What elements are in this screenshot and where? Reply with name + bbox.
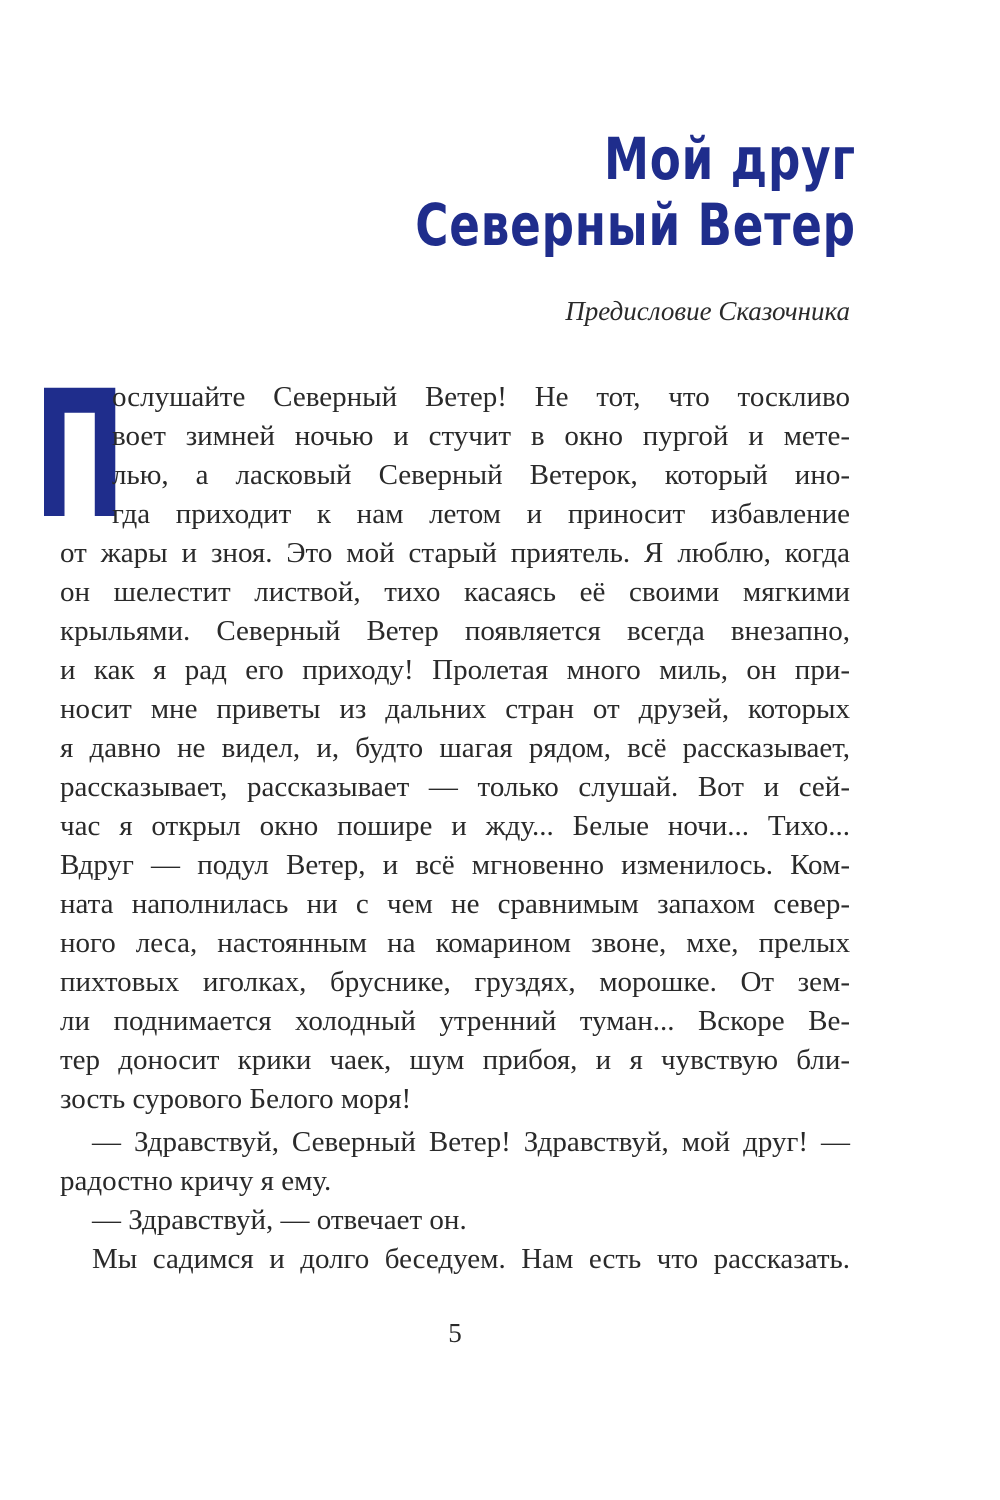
body-line: носит мне приветы из дальних стран от друзей, которых	[60, 693, 850, 725]
drop-cap-letter: П	[34, 353, 126, 558]
body-line: и как я рад его приходу! Пролетая много миль, он при-	[60, 654, 850, 686]
body-line: зость сурового Белого моря!	[60, 1083, 412, 1115]
body-line: крыльями. Северный Ветер появляется всегда внезапно,	[60, 615, 850, 647]
body-line: он шелестит листвой, тихо касаясь её своими мягкими	[60, 576, 850, 608]
body-line: я давно не видел, и, будто шагая рядом, всё рассказывает,	[60, 732, 850, 764]
body-line: пихтовых иголках, бруснике, груздях, морошке. От зем-	[60, 966, 850, 998]
body-line: воет зимней ночью и стучит в окно пургой и мете-	[112, 420, 850, 452]
chapter-title-line-2: Северный Ветер	[415, 191, 856, 259]
chapter-subtitle: Предисловие Сказочника	[565, 296, 850, 326]
closing-line: Мы садимся и долго беседуем. Нам есть что рассказать.	[92, 1243, 850, 1275]
body-line: от жары и зноя. Это мой старый приятель. Я люблю, когда	[60, 537, 850, 569]
body-line: час я открыл окно пошире и жду... Белые ночи... Тихо...	[60, 810, 850, 842]
body-line: ного леса, настоянным на комарином звоне, мхе, прелых	[60, 927, 850, 959]
body-line: гда приходит к нам летом и приносит избавление	[112, 498, 850, 530]
drop-cap	[34, 353, 126, 558]
body-line: Вдруг — подул Ветер, и всё мгновенно изменилось. Ком-	[60, 849, 850, 881]
body-line: тер доносит крики чаек, шум прибоя, и я чувствую бли-	[60, 1044, 850, 1076]
body-line: лью, а ласковый Северный Ветерок, который ино-	[112, 459, 850, 491]
body-line: ли поднимается холодный утренний туман... Вскоре Ве-	[60, 1005, 850, 1037]
chapter-title	[291, 126, 856, 258]
page-number: 5	[448, 1318, 462, 1348]
body-line: ослушайте Северный Ветер! Не тот, что тоскливо	[112, 381, 850, 413]
dialog-line: — Здравствуй, Северный Ветер! Здравствуй, мой друг! —	[92, 1126, 850, 1158]
body-line: рассказывает, рассказывает — только слушай. Вот и сей-	[60, 771, 850, 803]
dialog-line: — Здравствуй, — отвечает он.	[92, 1204, 467, 1236]
body-line: ната наполнилась ни с чем не сравнимым запахом север-	[60, 888, 850, 920]
chapter-title-line-1: Мой друг	[604, 125, 856, 193]
dialog-line: радостно кричу я ему.	[60, 1165, 332, 1197]
